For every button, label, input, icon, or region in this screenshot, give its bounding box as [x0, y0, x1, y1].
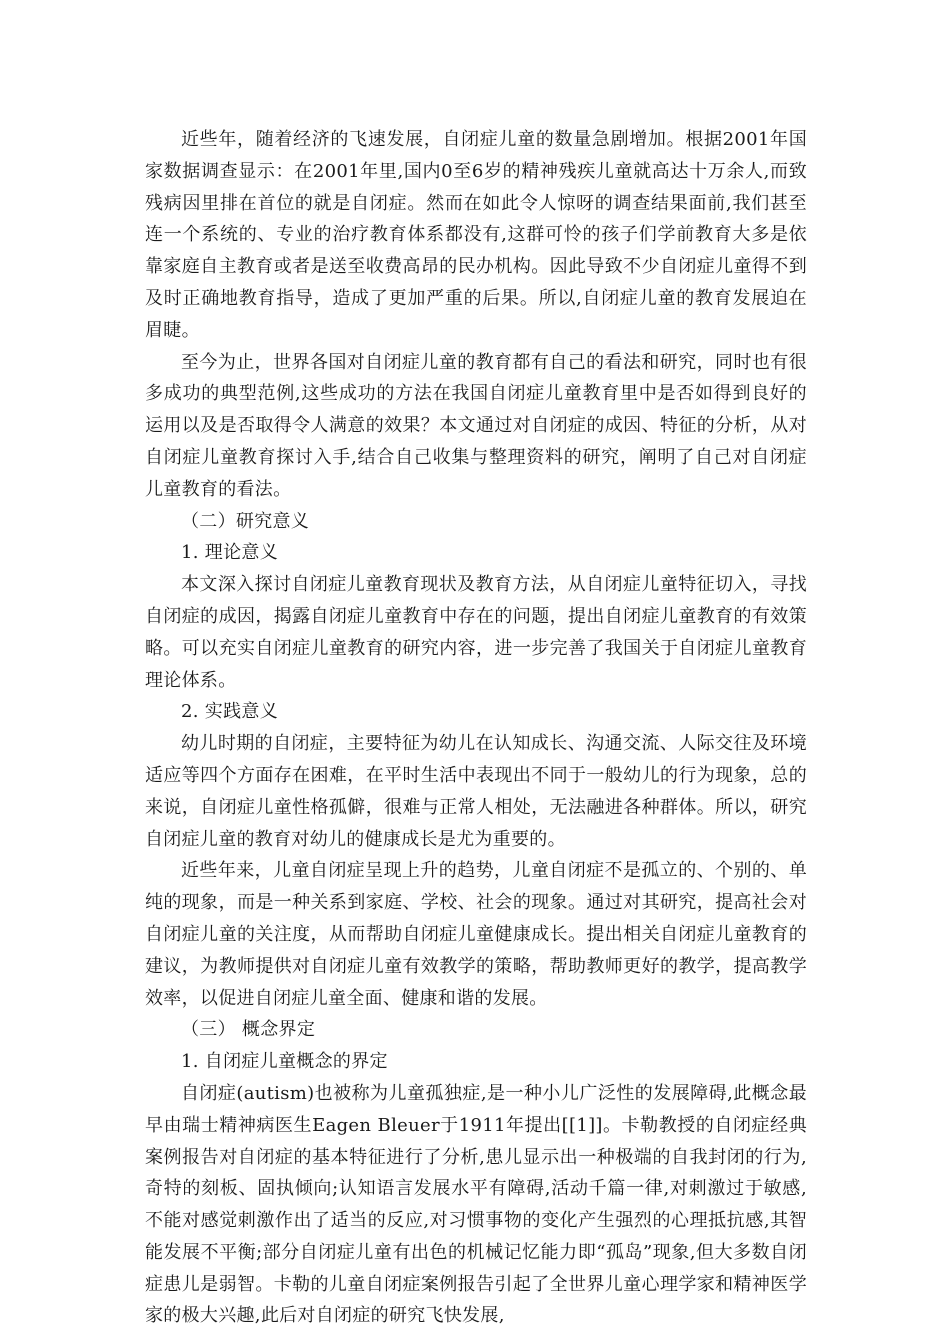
paragraph-practical-significance-1: 幼儿时期的自闭症，主要特征为幼儿在认知成长、沟通交流、人际交往及环境适应等四个方面存在困难，在平时生活中表现出不同于一般幼儿的行为现象，总的来说，自闭症儿童性格孤僻，很难与正常人相处，无法融进各种群体。所以，研究自闭症儿童的教育对幼儿的健康成长是尤为重要的。: [145, 733, 807, 850]
paragraph-theoretical-significance: 本文深入探讨自闭症儿童教育现状及教育方法，从自闭症儿童特征切入，寻找自闭症的成因，揭露自闭症儿童教育中存在的问题，提出自闭症儿童教育的有效策略。可以充实自闭症儿童教育的研究内容，进一步完善了我国关于自闭症儿童教育理论体系。: [145, 574, 807, 691]
subheading-autism-concept: 1. 自闭症儿童概念的界定: [181, 1051, 388, 1073]
subheading-theoretical-significance: 1. 理论意义: [181, 542, 278, 564]
paragraph-intro-statistics: 近些年，随着经济的飞速发展，自闭症儿童的数量急剧增加。根据2001年国家数据调查显示：在2001年里,国内0至6岁的精神残疾儿童就高达十万余人,而致残病因里排在首位的就是自闭症。然而在如此令人惊呀的调查结果面前,我们甚至连一个系统的、专业的治疗教育体系都没有,这群可怜的孩子们学前教育大多是依靠家庭自主教育或者是送至收费高昂的民办机构。因此导致不少自闭症儿童得不到及时正确地教育指导，造成了更加严重的后果。所以,自闭症儿童的教育发展迫在眉睫。: [145, 129, 807, 341]
document-page: [145, 124, 807, 1332]
section-heading-research-significance: （二）研究意义: [181, 510, 310, 532]
subheading-practical-significance: 2. 实践意义: [181, 701, 278, 723]
paragraph-practical-significance-2: 近些年来，儿童自闭症呈现上升的趋势，儿童自闭症不是孤立的、个别的、单纯的现象，而是一种关系到家庭、学校、社会的现象。通过对其研究，提高社会对自闭症儿童的关注度，从而帮助自闭症儿童健康成长。提出相关自闭症儿童教育的建议，为教师提供对自闭症儿童有效教学的策略，帮助教师更好的教学，提高教学效率，以促进自闭症儿童全面、健康和谐的发展。: [145, 860, 807, 1009]
paragraph-autism-definition: 自闭症(autism)也被称为儿童孤独症,是一种小儿广泛性的发展障碍,此概念最早由瑞士精神病医生Eagen Bleuer于1911年提出[[1]]。卡勒教授的自闭症经典案例报告对自闭症的基本特征进行了分析,患儿显示出一种极端的自我封闭的行为,奇特的刻板、固执倾向;认知语言发展水平有障碍,活动千篇一律,对刺激过于敏感,不能对感觉刺激作出了适当的反应,对习惯事物的变化产生强烈的心理抵抗感,其智能发展不平衡;部分自闭症儿童有出色的机械记忆能力即“孤岛”现象,但大多数自闭症患儿是弱智。卡勒的儿童自闭症案例报告引起了全世界儿童心理学家和精神医学家的极大兴趣,此后对自闭症的研究飞快发展,: [145, 1082, 807, 1327]
section-heading-concept-definition: （三） 概念界定: [181, 1019, 316, 1041]
paragraph-research-overview: 至今为止，世界各国对自闭症儿童的教育都有自己的看法和研究，同时也有很多成功的典型范例,这些成功的方法在我国自闭症儿童教育里中是否如得到良好的运用以及是否取得令人满意的效果？本文通过对自闭症的成因、特征的分析，从对自闭症儿童教育探讨入手,结合自己收集与整理资料的研究，阐明了自己对自闭症儿童教育的看法。: [145, 351, 807, 500]
